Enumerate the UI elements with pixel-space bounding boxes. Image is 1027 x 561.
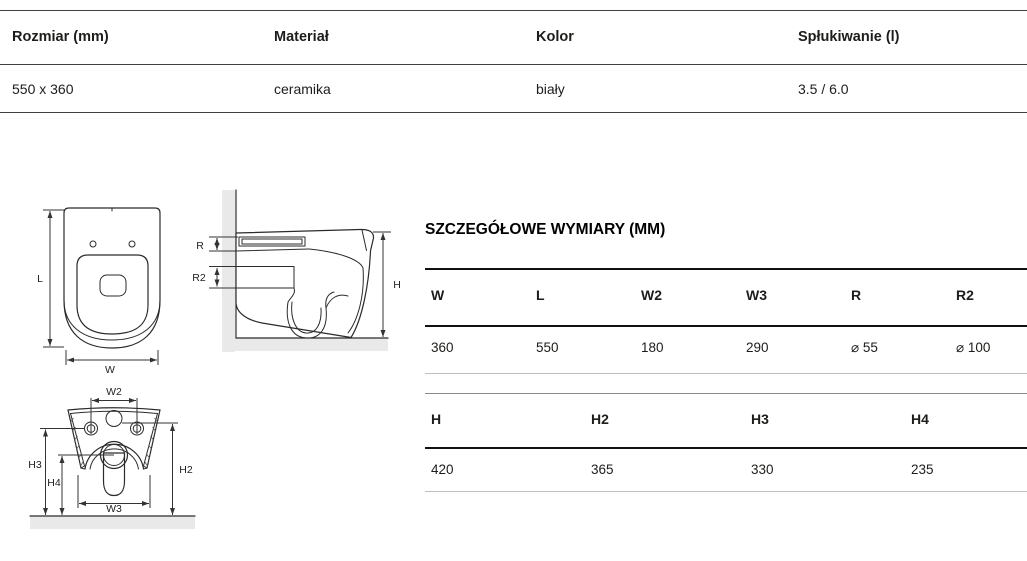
floor-shading bbox=[222, 338, 388, 351]
dim-value-h2: 365 bbox=[591, 462, 614, 477]
dim-value-w3: 290 bbox=[746, 340, 769, 355]
dim-value-h4: 235 bbox=[911, 462, 934, 477]
bottom-view-drawing bbox=[28, 386, 195, 529]
product-spec-value-row bbox=[0, 65, 1027, 113]
floor-shading-bottom bbox=[30, 516, 195, 529]
spec-header-kolor: Kolor bbox=[536, 29, 574, 45]
wall-shading bbox=[222, 190, 235, 352]
dim-value-r2: ⌀ 100 bbox=[956, 340, 991, 355]
dim-value-r: ⌀ 55 bbox=[851, 340, 878, 355]
rim-outline bbox=[77, 255, 148, 334]
dim-header-l: L bbox=[536, 287, 545, 303]
water-inlet-hole bbox=[106, 411, 122, 427]
dim-label-r: R bbox=[196, 240, 204, 252]
height-dimensions-table bbox=[425, 393, 1027, 492]
spec-value-material: ceramika bbox=[274, 81, 331, 97]
dim-header-h4: H4 bbox=[911, 411, 929, 427]
width-table-value-row bbox=[425, 327, 1027, 374]
dim-header-w2: W2 bbox=[641, 287, 662, 303]
product-spec-table bbox=[0, 10, 1027, 113]
technical-drawings bbox=[0, 150, 430, 561]
dim-header-h: H bbox=[431, 411, 442, 427]
dim-label-w: W bbox=[105, 364, 115, 376]
dim-label-w2: W2 bbox=[106, 386, 122, 398]
spec-header-material: Materiał bbox=[274, 29, 329, 45]
width-table-header-row bbox=[425, 270, 1027, 327]
front-view-drawing bbox=[37, 208, 160, 376]
width-dimensions-table bbox=[425, 268, 1027, 374]
dimension-W bbox=[66, 350, 158, 376]
dim-value-l: 550 bbox=[536, 340, 559, 355]
dim-label-h: H bbox=[393, 279, 401, 291]
dim-header-h3: H3 bbox=[751, 411, 769, 427]
product-spec-header-row bbox=[0, 11, 1027, 65]
dim-header-w: W bbox=[431, 287, 445, 303]
dim-value-h3: 330 bbox=[751, 462, 774, 477]
dim-label-h2: H2 bbox=[179, 464, 193, 476]
spec-value-splukiwanie: 3.5 / 6.0 bbox=[798, 81, 849, 97]
dim-value-w2: 180 bbox=[641, 340, 664, 355]
dimension-H2 bbox=[122, 423, 193, 515]
dim-value-h: 420 bbox=[431, 462, 454, 477]
dim-header-h2: H2 bbox=[591, 411, 609, 427]
outlet-pipe-body bbox=[104, 453, 125, 496]
dim-header-w3: W3 bbox=[746, 287, 767, 303]
dimension-H bbox=[373, 232, 401, 337]
dim-label-l: L bbox=[37, 273, 43, 285]
spec-value-kolor: biały bbox=[536, 81, 565, 97]
detailed-dimensions-heading: SZCZEGÓŁOWE WYMIARY (MM) bbox=[425, 221, 666, 238]
dim-header-r2: R2 bbox=[956, 287, 974, 303]
height-table-value-row bbox=[425, 449, 1027, 492]
dim-label-h3: H3 bbox=[28, 459, 42, 471]
spec-value-rozmiar: 550 x 360 bbox=[12, 81, 74, 97]
dim-label-w3: W3 bbox=[106, 503, 122, 515]
side-view-drawing bbox=[192, 190, 401, 352]
dim-label-r2: R2 bbox=[192, 272, 206, 284]
dimension-L bbox=[37, 210, 64, 347]
dim-value-w: 360 bbox=[431, 340, 454, 355]
spec-header-rozmiar: Rozmiar (mm) bbox=[12, 29, 109, 45]
spec-header-splukiwanie: Spłukiwanie (l) bbox=[798, 29, 900, 45]
dim-header-r: R bbox=[851, 287, 862, 303]
height-table-header-row bbox=[425, 394, 1027, 449]
dim-label-h4: H4 bbox=[47, 477, 61, 489]
